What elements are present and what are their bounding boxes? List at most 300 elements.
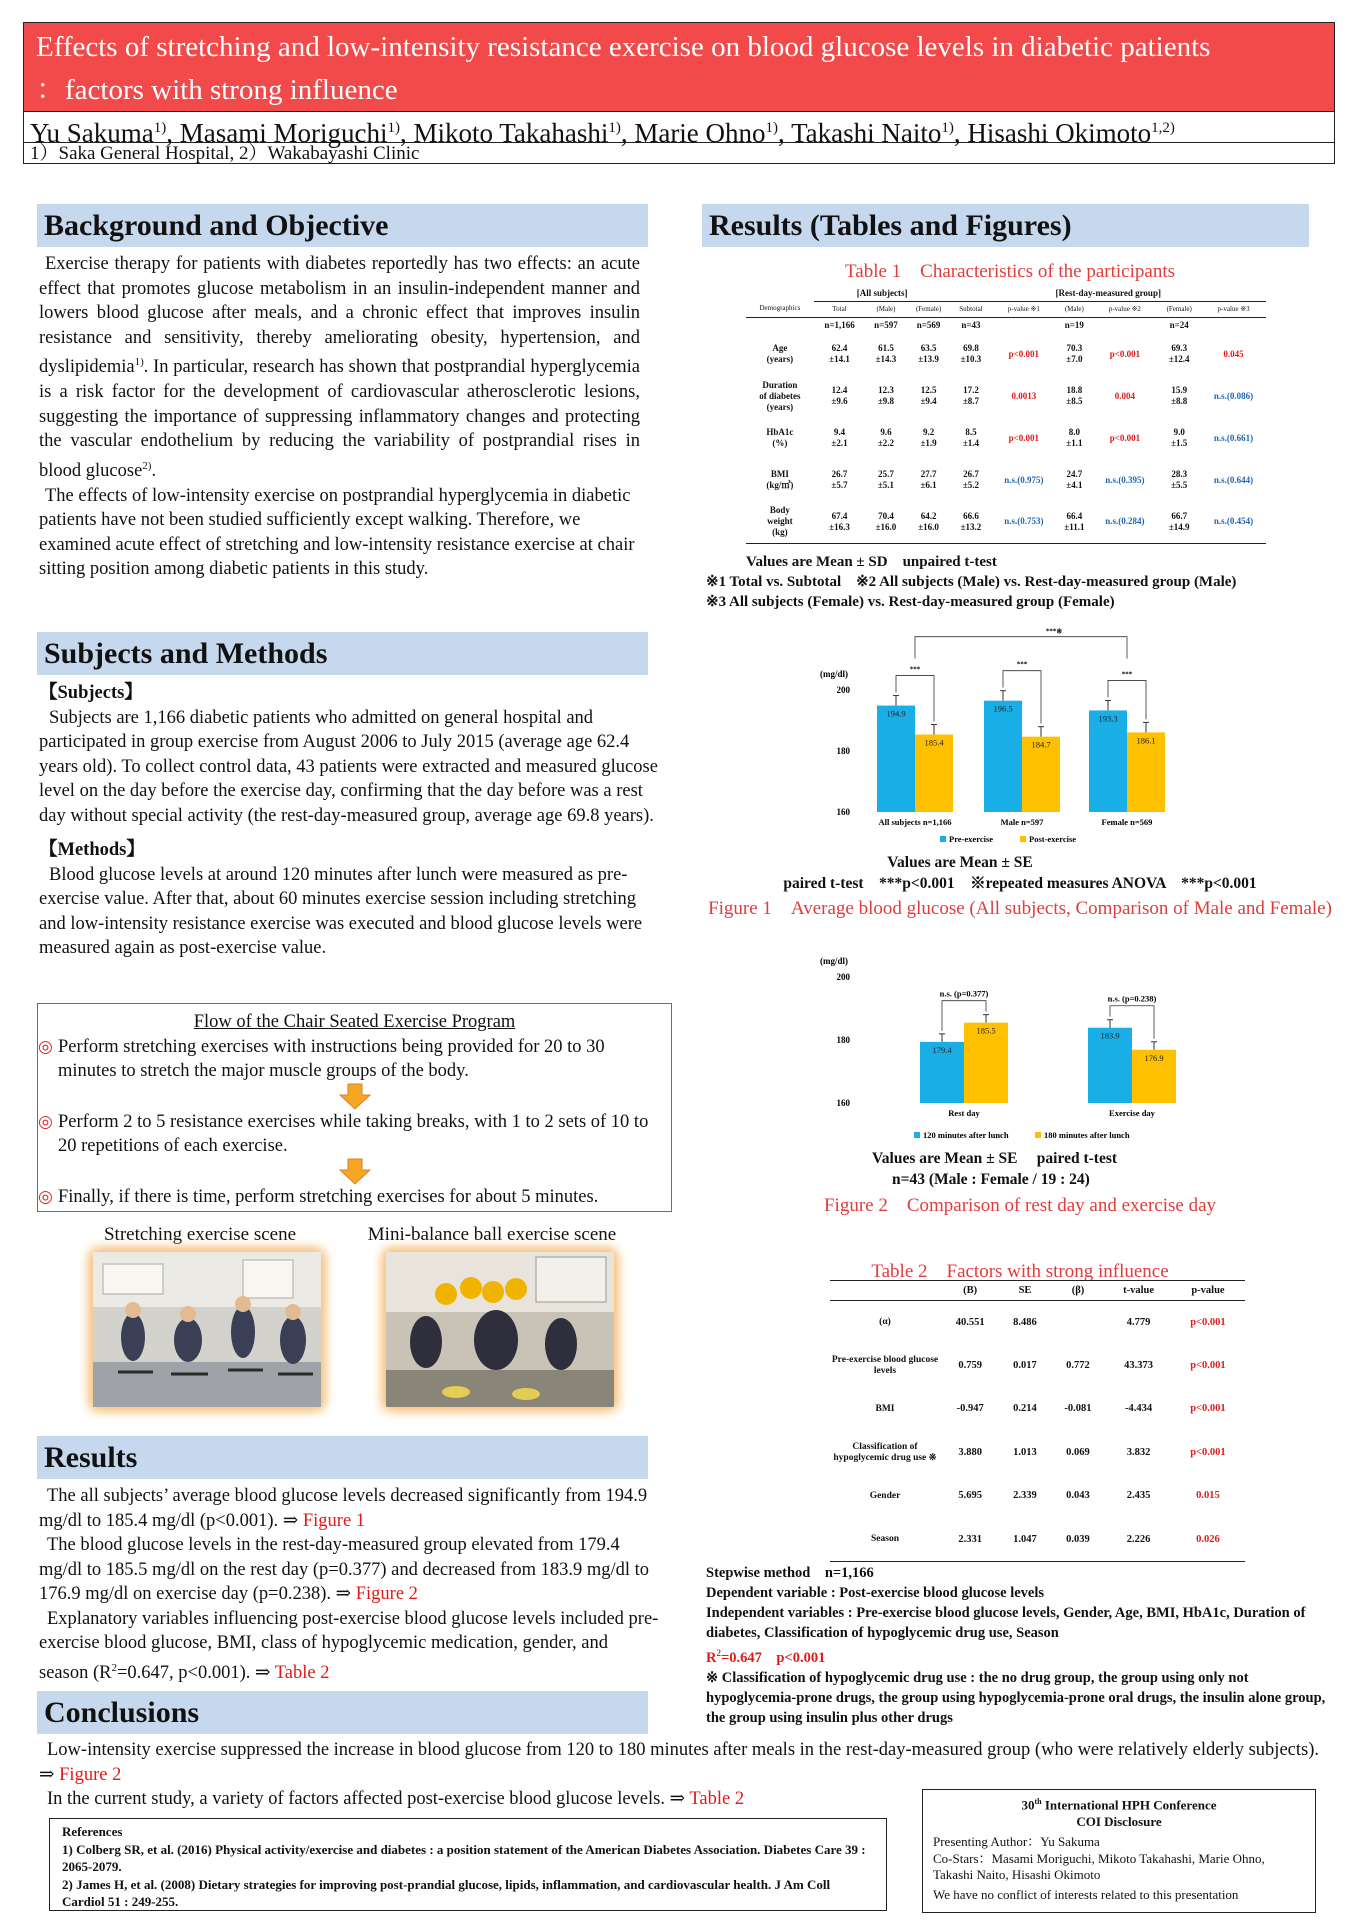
conclusion-table2-link[interactable]: Table 2: [689, 1789, 745, 1809]
cell-line: ±1.4: [962, 438, 980, 448]
bar-pre: [877, 706, 915, 812]
flow-title: Flow of the Chair Seated Exercise Program: [193, 1012, 516, 1032]
label-line: (kg): [772, 527, 788, 538]
cell-line: ±1.9: [920, 438, 937, 448]
photo1-caption: Stretching exercise scene: [103, 1224, 297, 1245]
flow-step: [38, 1185, 655, 1210]
reference-1: 1) Colberg SR, et al. (2016) Physical activity/exercise and diabetes : a position statement of the American Diabetes Association. Diabetes Care 39 : 2065-2079.: [62, 1841, 866, 1874]
table1-cell: [950, 501, 991, 543]
table1-title: Table 1 Characteristics of the participants: [845, 261, 1175, 282]
table2-cell-B: 2.331: [958, 1533, 982, 1545]
significance-label: ***: [1016, 660, 1028, 669]
ref-mark-2: 2): [142, 459, 152, 472]
down-arrow-icon: [339, 1159, 371, 1185]
cell-line: ±5.7: [831, 480, 848, 490]
results-tf-heading: Results (Tables and Figures): [702, 204, 1309, 247]
table1-header-cell: p-value ※1: [1007, 304, 1040, 313]
cell-line: p<0.001: [1109, 432, 1141, 443]
cell-line: ±5.2: [962, 480, 980, 490]
methods-text: [39, 681, 659, 961]
table2-cell-p: p<0.001: [1190, 1316, 1226, 1328]
ref-mark-1: 1): [134, 356, 144, 369]
table1-cell: [991, 459, 1056, 501]
table2-cell-p: 0.015: [1196, 1490, 1220, 1502]
table-row: [746, 459, 1266, 501]
label-line: BMI: [770, 469, 789, 479]
fig1-note-2: paired t-test ***p<0.001 ※repeated measures ANOVA ***p<0.001: [783, 875, 1257, 892]
data-label: 194.9: [886, 708, 906, 719]
table1-header-row: [746, 301, 1266, 317]
author-affiliation-mark: 1): [153, 120, 167, 136]
cell-line: 69.8: [963, 343, 979, 353]
table1-note-1: Values are Mean ± SD unpaired t-test: [746, 554, 997, 570]
table1-n-cell: [991, 317, 1056, 333]
cell-line: 9.6: [880, 427, 892, 437]
poster-title-line1: Effects of stretching and low-intensity resistance exercise on blood glucose levels in diabetic patients: [36, 31, 1211, 63]
cell-line: p<0.001: [1008, 348, 1040, 359]
table2-cell-beta: 0.069: [1066, 1446, 1090, 1458]
author-name: Takashi Naito: [791, 118, 942, 148]
table1-n-cell: n=19: [1064, 319, 1084, 330]
cell-line: 12.3: [878, 385, 894, 395]
legend-swatch: [914, 1132, 920, 1138]
x-category-label: Male n=597: [1000, 817, 1044, 827]
significance-label: n.s. (p=0.377): [939, 988, 989, 999]
legend-label: 120 minutes after lunch: [923, 1130, 1009, 1140]
table-row: [746, 333, 1266, 375]
table1-cell: [907, 459, 951, 501]
author-affiliation-mark: 1,2): [1151, 120, 1175, 136]
table1-cell: [907, 333, 951, 375]
table1-cell: [1201, 459, 1266, 501]
table1-row-label: [746, 417, 814, 459]
table1-cell: [1056, 375, 1092, 417]
cell-line: n.s.(0.644): [1213, 474, 1254, 485]
cell-line: ±4.1: [1066, 480, 1083, 490]
cell-line: p<0.001: [1008, 432, 1040, 443]
table2-cell-SE: 2.339: [1013, 1490, 1037, 1502]
bullet-icon: ◎: [38, 1186, 53, 1206]
cell-line: ±16.0: [918, 521, 939, 532]
cell-line: 26.7: [963, 469, 979, 479]
table1-header-cell: p-value ※2: [1108, 304, 1141, 313]
conclusions-p1: [39, 1738, 1339, 1787]
anova-bracket: [915, 637, 1127, 659]
table1-cell: [1201, 375, 1266, 417]
cell-line: 8.0: [1068, 427, 1080, 437]
cell-line: ±2.2: [877, 438, 895, 448]
r2-label: R: [706, 1649, 717, 1666]
table2-cell-SE: 0.017: [1013, 1359, 1037, 1371]
figure2-link[interactable]: Figure 2: [355, 1584, 418, 1604]
table1-cell: [950, 417, 991, 459]
background-paragraph-2: The effects of low-intensity exercise on postprandial hyperglycemia in diabetic patients have not been studied sufficiently except walking. Therefore, we examined acute effect of stretching and low-intensity resistance exercise at chair sitting position among diabetic patients in this study.: [39, 485, 635, 580]
cell-line: ±8.7: [962, 396, 980, 406]
table1-header-cell: Demographics: [759, 304, 801, 313]
cell-line: ±2.1: [831, 438, 848, 448]
table1-n-cell: [1092, 317, 1157, 333]
table1-cell: [1092, 375, 1157, 417]
co-stars: Co-Stars：Masami Moriguchi, Mikoto Takahashi, Marie Ohno, Takashi Naito, Hisashi Okimoto: [933, 1850, 1265, 1883]
table1-n-cell: [746, 317, 814, 333]
cell-line: 24.7: [1066, 469, 1083, 479]
table1-cell: [907, 417, 951, 459]
cell-line: ±13.2: [960, 521, 982, 532]
table1-cell: [1157, 333, 1201, 375]
table2-note-2: Dependent variable : Post-exercise blood glucose levels: [706, 1585, 1045, 1601]
table1-header-cell: (Male): [1064, 304, 1084, 313]
cell-line: ±16.3: [829, 521, 850, 532]
table2-cell-B: 40.551: [955, 1316, 985, 1328]
table2-cell-SE: 0.214: [1013, 1403, 1037, 1415]
methods-heading: Subjects and Methods: [37, 632, 648, 675]
table2-cell-beta: 0.772: [1066, 1359, 1090, 1371]
legend-swatch: [1020, 836, 1026, 842]
significance-label: ***: [909, 665, 921, 674]
cell-line: 70.4: [878, 510, 894, 521]
cell-line: ±11.1: [1064, 521, 1085, 532]
conclusion-figure2-link[interactable]: Figure 2: [59, 1764, 122, 1785]
table1-header-cell: (Female): [915, 304, 942, 313]
table1-cell: [950, 375, 991, 417]
cell-line: ±10.3: [960, 354, 982, 364]
cell-line: 0.004: [1114, 390, 1135, 401]
cell-line: ±14.1: [829, 354, 850, 364]
table2-cell-beta: -0.081: [1064, 1403, 1092, 1415]
label-line: Age: [772, 343, 788, 353]
y-tick-label: 200: [836, 685, 850, 695]
x-category-label: Exercise day: [1109, 1108, 1155, 1118]
table1-cell: [814, 333, 866, 375]
cell-line: 8.5: [965, 427, 977, 437]
table2-header-cell: (β): [1071, 1284, 1085, 1296]
label-line: (%): [772, 438, 788, 448]
cell-line: ±16.0: [875, 521, 897, 532]
table2-cell-B: 5.695: [958, 1490, 982, 1502]
flow-arrow: [38, 1159, 671, 1185]
photo2-caption: Mini-balance ball exercise scene: [367, 1224, 617, 1245]
table2-header-cell: p-value: [1191, 1284, 1225, 1296]
table1-row-label: [746, 375, 814, 417]
cell-line: 62.4: [831, 343, 848, 353]
table1-cell: [814, 375, 866, 417]
cell-line: 64.2: [920, 510, 937, 521]
y-tick-label: 180: [836, 746, 850, 756]
references-box: [49, 1818, 887, 1911]
flow-steps: [38, 1035, 671, 1210]
poster-title-line2: ：factors with strong influence: [36, 74, 398, 106]
table1-cell: [907, 501, 951, 543]
cell-line: ±7.0: [1066, 354, 1083, 364]
fig1-note-1: Values are Mean ± SE: [887, 854, 1033, 871]
cell-line: 66.4: [1066, 510, 1083, 521]
flow-arrow: [38, 1084, 671, 1110]
author-affiliation-mark: 1): [608, 120, 621, 136]
label-line: (years): [766, 401, 794, 412]
table1-cell: [907, 375, 951, 417]
results-p2: [39, 1533, 659, 1607]
table-row: [746, 501, 1266, 543]
table1-cell: [1157, 501, 1201, 543]
data-label: 176.9: [1144, 1052, 1164, 1063]
table2-cell-SE: 1.013: [1013, 1446, 1037, 1458]
data-label: 186.1: [1136, 735, 1156, 746]
cell-line: 26.7: [831, 469, 848, 479]
table2-cell-SE: 8.486: [1013, 1316, 1037, 1328]
balance-ball-scene-illustration: [386, 1252, 614, 1407]
conclusions-heading: Conclusions: [37, 1691, 648, 1734]
stretching-photo: [93, 1252, 321, 1407]
table1-note-3: ※3 All subjects (Female) vs. Rest-day-measured group (Female): [706, 594, 1115, 610]
cell-line: n.s.(0.975): [1004, 474, 1044, 485]
author-name: Hisashi Okimoto: [967, 118, 1152, 148]
results-p1: [39, 1484, 659, 1533]
results-p3b: =0.647, p<0.001). ⇒: [116, 1662, 275, 1683]
bg-p1a: Exercise therapy for patients with diabetes reportedly has two effects: an acute effect that promotes glucose metabolism in an insulin-independent manner and lowers blood glucose after meals, and a chronic effect that improves insulin resistance and sensitivity, thereby ameliorating obesity, hypertension, and dyslipidemia: [39, 254, 640, 378]
title-box: [23, 22, 1335, 164]
conf-sup: th: [1034, 1797, 1042, 1806]
conf-title: International HPH Conference: [1041, 1797, 1217, 1813]
y-tick-label: 160: [836, 807, 850, 817]
table1-cell: [991, 333, 1056, 375]
table2-notes: [706, 1563, 1336, 1728]
label-line: HbA1c: [766, 427, 794, 437]
table2-cell-B: 0.759: [958, 1359, 982, 1371]
table2-cell-t: 3.832: [1126, 1446, 1151, 1458]
table1-cell: [1056, 417, 1092, 459]
table1-n-cell: n=1,166: [824, 319, 855, 330]
table1-cell: [865, 333, 906, 375]
data-label: 179.4: [932, 1044, 952, 1055]
table2-header-row: [830, 1281, 1245, 1301]
reference-2: 2) James H, et al. (2008) Dietary strategies for improving post-prandial glucose, lipids, inflammation, and cardiovascular health. J Am Coll Cardiol 51 : 249-255.: [62, 1876, 831, 1909]
table1-cell: [865, 375, 906, 417]
table1-n-cell: n=569: [916, 319, 941, 330]
table1: [746, 287, 1266, 544]
table2-cell-t: -4.434: [1125, 1403, 1153, 1415]
figure2-caption: Figure 2 Comparison of rest day and exercise day: [823, 1195, 1217, 1216]
table1-row-label: [746, 501, 814, 543]
y-unit-label: (mg/dl): [820, 956, 848, 966]
table2-link[interactable]: Table 2: [274, 1662, 330, 1683]
table1-cell: [814, 417, 866, 459]
table1-cell: [865, 459, 906, 501]
table2-note-1: Stepwise method n=1,166: [706, 1565, 874, 1581]
coi-title: COI Disclosure: [1076, 1813, 1162, 1829]
table1-cell: [865, 501, 906, 543]
cell-line: ±8.5: [1066, 396, 1083, 406]
cell-line: 17.2: [963, 385, 979, 395]
bullet-icon: ◎: [38, 1111, 53, 1131]
table2-header-cell: [830, 1281, 940, 1301]
cell-line: ±14.3: [875, 354, 897, 364]
data-label: 196.5: [993, 703, 1013, 714]
table1-cell: [1056, 333, 1092, 375]
table1-cell: [1092, 333, 1157, 375]
table2-body: [830, 1301, 1245, 1562]
table2-r2: [706, 1643, 1336, 1668]
legend-swatch: [1035, 1132, 1041, 1138]
table2-cell-label: Classification of hypoglycemic drug use ※: [833, 1441, 937, 1463]
cell-line: ±14.9: [1168, 521, 1190, 532]
author-list: Yu Sakuma$^{1)}$, Masami Moriguchi$^{1)}$, Mikoto Takahashi$^{1)}$, Marie Ohno$^{1)}$, Takashi Naito$^{1)}$, Hisashi Okimoto$^{1,2)}$: [24, 111, 1334, 143]
results-p1-text: The all subjects’ average blood glucose levels decreased significantly from 194.9 mg/dl to 185.4 mg/dl (p<0.001). ⇒: [39, 1486, 648, 1531]
table1-n-cell: n=597: [874, 319, 898, 330]
table2-cell-label: Gender: [869, 1490, 901, 1501]
flow-step-text: Finally, if there is time, perform stretching exercises for about 5 minutes.: [58, 1186, 599, 1207]
cell-line: ±6.1: [920, 480, 937, 490]
table1-cell: [1056, 501, 1092, 543]
cell-line: 66.6: [963, 510, 979, 521]
cell-line: 9.0: [1173, 427, 1185, 437]
cell-line: n.s.(0.284): [1105, 516, 1145, 527]
conference-name: [933, 1794, 1305, 1814]
conf-number: 30: [1021, 1797, 1035, 1813]
cell-line: ±9.8: [877, 396, 895, 406]
table1-cell: [950, 459, 991, 501]
subjects-paragraph: Subjects are 1,166 diabetic patients who admitted on general hospital and participated in group exercise from August 2006 to July 2015 (average age 62.4 years old). To collect control data, 43 patients were extracted and measured glucose level on the day before the exercise day, confirming that the day before was a rest day without special activity (the rest-day-measured group, average age 69.8 years).: [39, 707, 658, 826]
y-tick-label: 160: [836, 1098, 850, 1108]
flow-box: [37, 1003, 672, 1212]
table1-header-cell: (Male): [876, 304, 896, 313]
table2-cell-p: 0.026: [1196, 1533, 1220, 1545]
label-line: Body: [769, 505, 790, 516]
table1-cell: [1157, 417, 1201, 459]
cell-line: ±5.1: [877, 480, 895, 490]
table2-header-cell: t-value: [1123, 1284, 1155, 1296]
table1-cell: [1201, 417, 1266, 459]
table2-cell-beta: 0.043: [1066, 1490, 1090, 1502]
legend-label: Pre-exercise: [949, 834, 994, 844]
author-name: Marie Ohno: [634, 118, 766, 148]
figure1-chart: [820, 627, 1192, 850]
cell-line: 61.5: [878, 343, 894, 353]
cell-line: 0.045: [1223, 348, 1244, 359]
table1-cell: [991, 417, 1056, 459]
table1-row-label: [746, 333, 814, 375]
fig1-notes: [700, 852, 1340, 894]
significance-label: n.s. (p=0.238): [1107, 993, 1157, 1004]
bar-pre: [984, 701, 1022, 812]
table1-n-cell: n=43: [961, 319, 981, 330]
figure1-link[interactable]: Figure 1: [302, 1510, 366, 1531]
background-heading: Background and Objective: [37, 204, 648, 247]
author-affiliation-mark: 1): [765, 120, 779, 136]
fig2-note-2: n=43 (Male : Female / 19 : 24): [892, 1171, 1090, 1188]
legend-swatch: [940, 836, 946, 842]
x-category-label: All subjects n=1,166: [878, 817, 952, 827]
cell-line: ±1.1: [1066, 438, 1083, 448]
legend-label: 180 minutes after lunch: [1044, 1130, 1130, 1140]
balance-ball-photo: [386, 1252, 614, 1407]
presenting-author: Presenting Author：Yu Sakuma: [933, 1834, 1100, 1850]
label-line: Duration: [762, 379, 798, 390]
table1-cell: [1201, 501, 1266, 543]
table1-n-cell: [1201, 317, 1266, 333]
data-label: 183.9: [1100, 1030, 1120, 1041]
r2-sup: 2: [111, 1661, 117, 1674]
x-category-label: Female n=569: [1101, 817, 1153, 827]
table1-cell: [1056, 459, 1092, 501]
table1-cell: [1201, 333, 1266, 375]
significance-label: ***: [1121, 670, 1133, 679]
figure1-caption: Figure 1 Average blood glucose (All subjects, Comparison of Male and Female): [708, 898, 1332, 919]
table1-cell: [865, 417, 906, 459]
cell-line: n.s.(0.454): [1213, 516, 1254, 527]
table1-header-cell: Subtotal: [959, 304, 983, 313]
table-row: [830, 1431, 1245, 1475]
figure2-chart: [822, 955, 1192, 1145]
table2-cell-label: Pre-exercise blood glucose levels: [831, 1354, 939, 1376]
r2-label-sup: 2: [716, 1648, 721, 1658]
flow-step: [38, 1035, 655, 1084]
author-name: Mikoto Takahashi: [413, 118, 609, 148]
cell-line: 18.8: [1066, 385, 1083, 395]
table1-row-label: [746, 459, 814, 501]
coi-box: [922, 1789, 1316, 1913]
table2-cell-t: 43.373: [1124, 1359, 1154, 1371]
table2-cell-p: p<0.001: [1190, 1359, 1226, 1371]
cell-line: ±9.4: [920, 396, 937, 406]
results-p3: [39, 1607, 659, 1686]
table-row: [746, 375, 1266, 417]
table1-cell: [1157, 459, 1201, 501]
table1-notes: [706, 552, 1346, 612]
cell-line: ±8.8: [1171, 396, 1188, 406]
label-line: (years): [766, 354, 794, 364]
cell-line: ±13.9: [918, 354, 939, 364]
results-text: [39, 1484, 659, 1685]
table1-group-rest: [Rest-day-measured group]: [950, 287, 1266, 301]
table-row: [830, 1475, 1245, 1519]
r2-value: =0.647 p<0.001: [720, 1649, 826, 1666]
cell-line: 15.9: [1171, 385, 1188, 395]
table1-n-row: [746, 317, 1266, 333]
references-heading: References: [62, 1824, 123, 1839]
cell-line: 9.4: [833, 427, 846, 437]
cell-line: n.s.(0.395): [1105, 474, 1145, 485]
table-row: [746, 417, 1266, 459]
table1-cell: [1157, 375, 1201, 417]
background-paragraph-1: [39, 252, 640, 484]
data-label: 185.4: [924, 737, 944, 748]
cell-line: 63.5: [920, 343, 937, 353]
bullet-icon: ◎: [38, 1036, 53, 1056]
table1-cell: [1092, 501, 1157, 543]
cell-line: n.s.(0.753): [1004, 516, 1044, 527]
table2-cell-label: BMI: [875, 1403, 895, 1414]
cell-line: 9.2: [922, 427, 935, 437]
table2-cell-label: (α): [879, 1317, 891, 1327]
table1-cell: [1092, 417, 1157, 459]
coi-statement: We have no conflict of interests related to this presentation: [933, 1886, 1239, 1902]
cell-line: 66.7: [1171, 510, 1188, 521]
table2-title: Table 2 Factors with strong influence: [871, 1261, 1169, 1282]
table2-cell-SE: 1.047: [1013, 1533, 1037, 1545]
table2-cell-B: -0.947: [956, 1403, 984, 1415]
table1-cell: [950, 333, 991, 375]
table2-cell-beta: 0.039: [1066, 1533, 1090, 1545]
cell-line: 67.4: [831, 510, 848, 521]
label-line: (kg/㎡): [766, 480, 794, 490]
cell-line: 70.3: [1066, 343, 1083, 353]
stretching-scene-illustration: [93, 1252, 321, 1407]
cell-line: 25.7: [878, 469, 894, 479]
data-label: 193.3: [1098, 713, 1118, 724]
flow-step: [38, 1110, 655, 1159]
data-label: 185.5: [976, 1025, 996, 1036]
table1-header-cell: (Female): [1166, 304, 1192, 313]
